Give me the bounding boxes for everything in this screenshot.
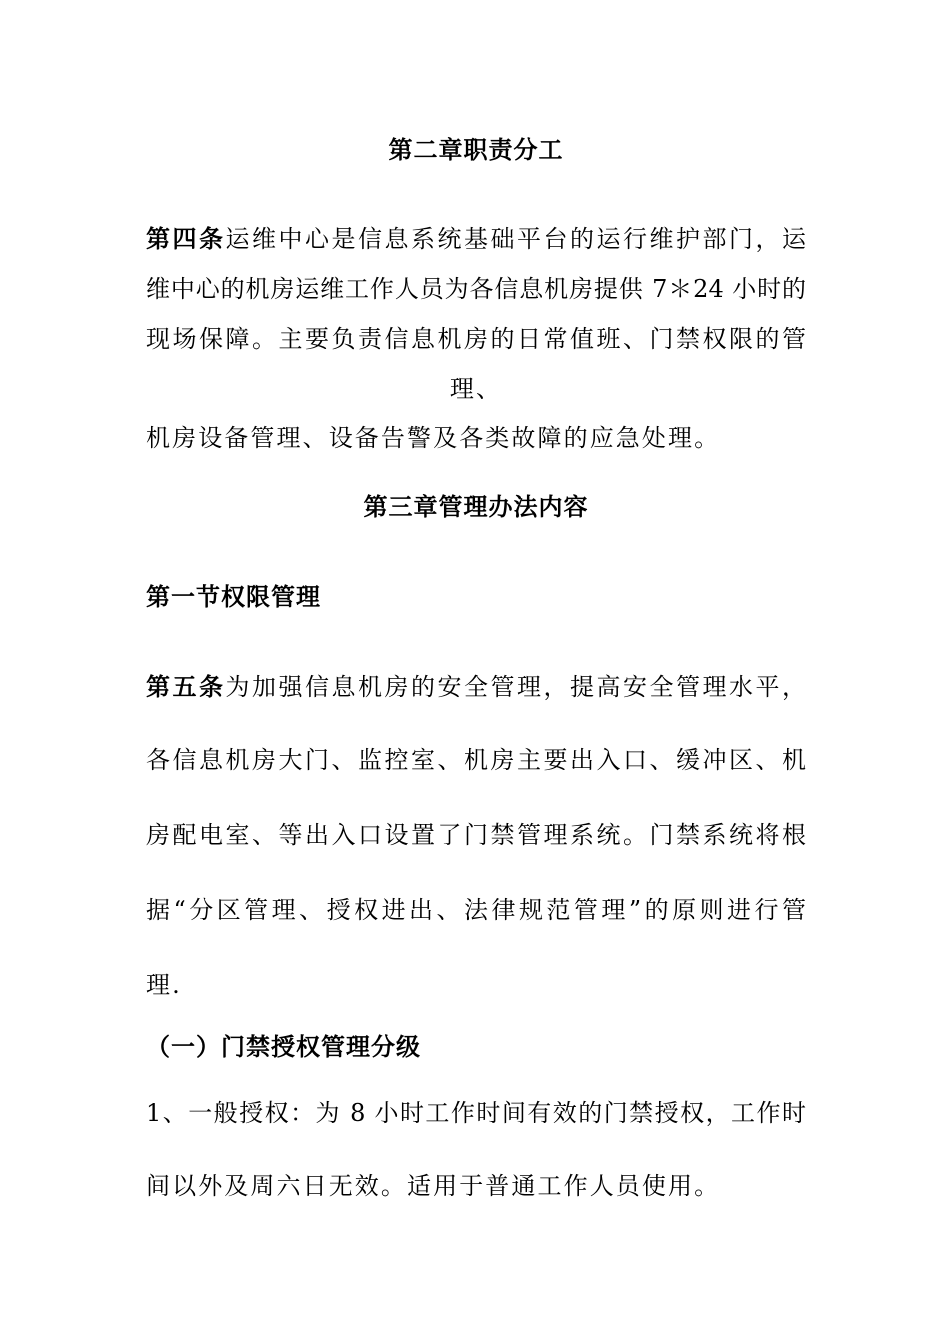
article-5-text-1: 为加强信息机房的安全管理，提高安全管理水平，	[225, 673, 806, 701]
article-5-line-5: 理.	[146, 971, 182, 999]
chapter-2-title: 第二章职责分工	[388, 135, 564, 164]
item-1-line-1: 1、一般授权：为 8 小时工作时间有效的门禁授权，工作时	[146, 1099, 806, 1127]
article-4-label: 第四条	[146, 224, 226, 253]
chapter-3-title: 第三章管理办法内容	[363, 492, 589, 521]
section-1-title: 第一节权限管理	[146, 582, 321, 611]
article-4-text-1: 运维中心是信息系统基础平台的运行维护部门，运	[225, 225, 806, 253]
article-5-line-2: 各信息机房大门、监控室、机房主要出入口、缓冲区、机	[146, 746, 806, 774]
article-4-line-3: 现场保障。主要负责信息机房的日常值班、门禁权限的管	[146, 325, 806, 353]
article-4-line-4: 理、	[449, 375, 503, 403]
article-4-line-5: 机房设备管理、设备告警及各类故障的应急处理。	[146, 424, 721, 452]
subsection-1-title: （一）门禁授权管理分级	[146, 1032, 421, 1061]
article-5-label: 第五条	[146, 672, 226, 701]
article-4-line-1	[146, 222, 806, 256]
item-1-line-2: 间以外及周六日无效。适用于普通工作人员使用。	[146, 1172, 721, 1200]
article-5-line-4: 据“分区管理、授权进出、法律规范管理”的原则进行管	[146, 896, 806, 924]
article-4-line-2: 维中心的机房运维工作人员为各信息机房提供 7＊24 小时的	[146, 275, 806, 303]
article-5-line-3: 房配电室、等出入口设置了门禁管理系统。门禁系统将根	[146, 821, 806, 849]
article-5-line-1	[146, 670, 806, 704]
